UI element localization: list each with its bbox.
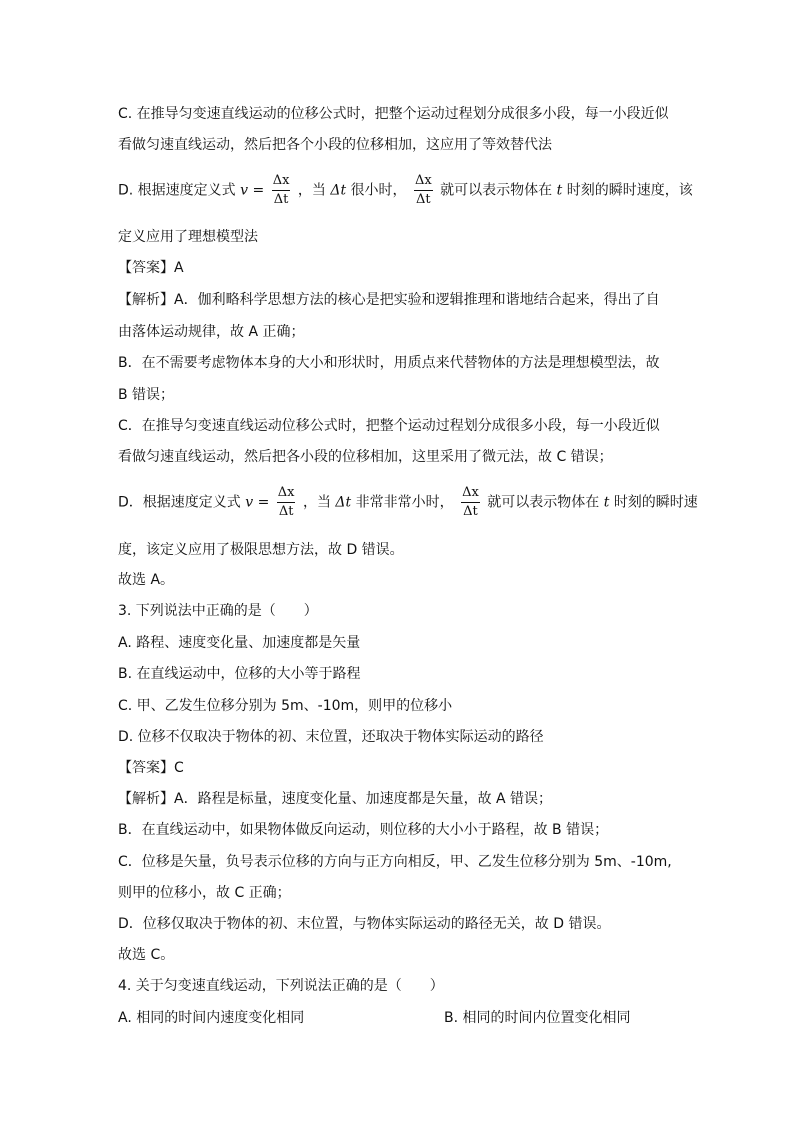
text-segment: 非常非常小时， <box>355 494 454 511</box>
numerator: Δx <box>272 173 290 188</box>
option-b: B. 在直线运动中，位移的大小等于路程 <box>118 666 361 682</box>
text-segment: 很小时， <box>350 182 407 199</box>
analysis-line: 【解析】A．伽利略科学思想方法的核心是把实验和逻辑推理和谐地结合起来，得出了自 <box>118 292 660 308</box>
option-c: C. 甲、乙发生位移分别为 5m、-10m，则甲的位移小 <box>118 698 453 714</box>
text-segment: ，当 <box>297 182 326 199</box>
formula-v: v = <box>245 494 270 511</box>
text-segment: 就可以表示物体在 <box>440 182 553 199</box>
text-segment: D．根据速度定义式 <box>118 494 241 511</box>
formula-t: t <box>603 494 610 511</box>
question-title: 4. 关于匀变速直线运动，下列说法正确的是（ ） <box>118 978 444 994</box>
numerator: Δx <box>462 485 479 500</box>
answer-label: 【答案】C <box>118 760 184 776</box>
text-segment: 时刻的瞬时速度，该 <box>566 182 693 199</box>
formula-line-d-analysis <box>118 484 698 521</box>
text-line: 由落体运动规律，故 A 正确； <box>118 324 305 340</box>
text-line: B 错误； <box>118 387 175 403</box>
denominator: Δt <box>463 504 478 519</box>
fraction-dx-dt <box>460 484 481 521</box>
text-line: D．位移仅取决于物体的初、末位置，与物体实际运动的路径无关，故 D 错误。 <box>118 916 611 932</box>
denominator: Δt <box>273 192 289 207</box>
analysis-line: 【解析】A．路程是标量，速度变化量、加速度都是矢量，故 A 错误； <box>118 791 553 807</box>
fraction-dx-dt <box>271 172 292 209</box>
text-line: 故选 A。 <box>118 572 175 588</box>
option-a: A. 路程、速度变化量、加速度都是矢量 <box>118 635 361 651</box>
formula-dt: Δt <box>335 494 352 511</box>
text-line: B．在直线运动中，如果物体做反向运动，则位移的大小小于路程，故 B 错误； <box>118 822 609 838</box>
option-d: D. 位移不仅取决于物体的初、末位置，还取决于物体实际运动的路径 <box>118 729 544 745</box>
fraction-dx-dt <box>276 484 297 521</box>
text-segment: D. 根据速度定义式 <box>118 182 236 199</box>
text-line: 度，该定义应用了极限思想方法，故 D 错误。 <box>118 542 404 558</box>
question-title: 3. 下列说法中正确的是（ ） <box>118 603 318 619</box>
text-line: C．在推导匀变速直线运动位移公式时，把整个运动过程划分成很多小段，每一小段近似 <box>118 418 660 434</box>
text-line: 则甲的位移小，故 C 正确； <box>118 885 291 901</box>
numerator: Δx <box>277 485 295 500</box>
text-line: C．位移是矢量，负号表示位移的方向与正方向相反，甲、乙发生位移分别为 5m、-10m, <box>118 854 672 870</box>
text-line: 看做匀速直线运动，然后把各个小段的位移相加，这应用了等效替代法 <box>118 137 552 153</box>
formula-v: v = <box>240 182 265 199</box>
formula-dt: Δt <box>330 182 347 199</box>
denominator: Δt <box>416 192 431 207</box>
text-line: 故选 C。 <box>118 947 175 963</box>
answer-label: 【答案】A <box>118 260 184 276</box>
text-line: B．在不需要考虑物体本身的大小和形状时，用质点来代替物体的方法是理想模型法，故 <box>118 355 660 371</box>
text-line: 定义应用了理想模型法 <box>118 229 258 245</box>
formula-t: t <box>556 182 563 199</box>
option-b: B. 相同的时间内位置变化相同 <box>444 1010 631 1026</box>
text-segment: 就可以表示物体在 <box>487 494 600 511</box>
option-a: A. 相同的时间内速度变化相同 <box>118 1010 305 1026</box>
denominator: Δt <box>278 504 294 519</box>
text-line: C. 在推导匀变速直线运动的位移公式时，把整个运动过程划分成很多小段，每一小段近似 <box>118 106 669 122</box>
formula-line-d-option <box>118 172 693 209</box>
numerator: Δx <box>414 173 432 188</box>
fraction-dx-dt <box>413 172 434 209</box>
text-segment: ，当 <box>302 494 331 511</box>
text-segment: 时刻的瞬时速 <box>613 494 698 511</box>
text-line: 看做匀速直线运动，然后把各小段的位移相加，这里采用了微元法，故 C 错误； <box>118 449 613 465</box>
